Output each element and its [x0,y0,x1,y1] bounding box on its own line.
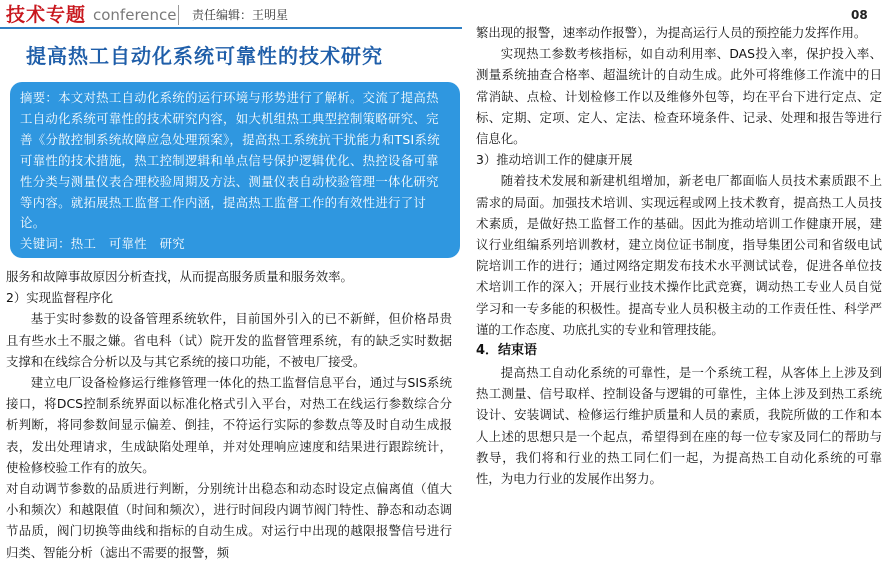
header-separator [178,5,179,25]
left-column [6,266,452,563]
responsible-editor: 责任编辑：王明星 [192,8,289,22]
article-title: 提高热工自动化系统可靠性的技术研究 [26,44,383,68]
paragraph: 提高热工自动化系统的可靠性，是一个系统工程，从客体上上涉及到热工测量、信号取样、控制设备与逻辑的可靠性，主体上涉及到热工系统设计、安装调试、检修运行维护质量和人员的素质，我院所做的工作和本人上述的思想只是一个起点，希望得到在座的每一位专家及同仁的帮助与教导，我们将和行业的热工同仁们一起，为提高热工自动化系统的可靠性，为电力行业的发展作出努力。 [476,365,882,487]
section-brand: 技术专题 [6,4,87,26]
abstract-box [10,82,460,258]
page-number: 08 [851,8,868,22]
keywords: 关键词：热工 可靠性 研究 [20,236,185,252]
paragraph: 实现热工参数考核指标，如自动利用率、DAS投入率，保护投入率、测量系统抽查合格率、超温统计的自动生成。此外可将维修工作流中的日常消缺、点检、计划检修工作以及维修外包等，均在平台下进行定点、定标、定期、定项、定人、定法、检查环境条件、记录、处理和报告等进行信息化。 [476,46,882,147]
paragraph: 基于实时参数的设备管理系统软件，目前国外引入的已不新鲜，但价格昂贵且有些水土不服之嫌。省电科（试）院开发的监督管理系统，有的缺乏实时数据支撑和在线综合分析以及与其它系统的接口功能，不被电厂接受。 [6,311,452,369]
paragraph: 对自动调节参数的品质进行判断，分别统计出稳态和动态时设定点偏离值（值大小和频次）和越限值（时间和频次），进行时间段内调节阀门特性、静态和动态调节品质，阀门切换等曲线和指标的自动生成。对运行中出现的越限报警信号进行归类、智能分析（滤出不需要的报警，频 [6,481,452,560]
right-column [476,22,882,489]
section-brand-english: conference [93,6,177,24]
abstract-text: 摘要：本文对热工自动化系统的运行环境与形势进行了解析。交流了提高热工自动化系统可靠性的技术研究内容，如大机组热工典型控制策略研究、完善《分散控制系统故障应急处理预案》，提高热工系统抗干扰能力和TSI系统可靠性的技术措施，热工控制逻辑和单点信号保护逻辑优化、热控设备可靠性分类与测量仪表合理校验周期及方法、测量仪表自动校验管理一体化研究等内容。就拓展热工监督工作内涵，提高热工监督工作的有效性进行了讨论。 [20,90,440,231]
header-rule [0,27,462,29]
paragraph: 服务和故障事故原因分析查找，从而提高服务质量和服务效率。 [6,269,353,284]
subsection-heading: 3）推动培训工作的健康开展 [476,152,633,168]
paragraph: 随着技术发展和新建机组增加，新老电厂都面临人员技术素质跟不上需求的局面。加强技术培训、实现远程或网上技术教育，提高热工人员技术素质，是做好热工监督工作的基础。因此为推动培训工作健康开展，建议行业组编系列培训教材，建立岗位证书制度，指导集团公司和省级电试院培训工作的进行；通过网络定期发布技术水平测试试卷，促进各单位技术培训工作的深入；开展行业技术操作比武竞赛，调动热工专业人员自觉学习和一专多能的积极性。提高专业人员积极主动的工作责任性、科学严谨的工作态度、功底扎实的专业和管理技能。 [476,173,882,337]
section-heading-conclusion: 4．结束语 [476,343,538,359]
paragraph: 繁出现的报警，速率动作报警），为提高运行人员的预控能力发挥作用。 [476,25,867,40]
subsection-heading: 2）实现监督程序化 [6,290,114,306]
paragraph: 建立电厂设备检修运行维修管理一体化的热工监督信息平台，通过与SIS系统接口，将DCS控制系统界面以标准化格式引入平台，对热工在线运行参数综合分析判断，将同参数间显示偏差、倒挂，不符运行实际的参数点等及时自动生成报表，发出处理请求，生成缺陷处理单，并对处理响应速度和结果进行跟踪统计，使检修校验工作有的放矢。 [6,375,452,475]
